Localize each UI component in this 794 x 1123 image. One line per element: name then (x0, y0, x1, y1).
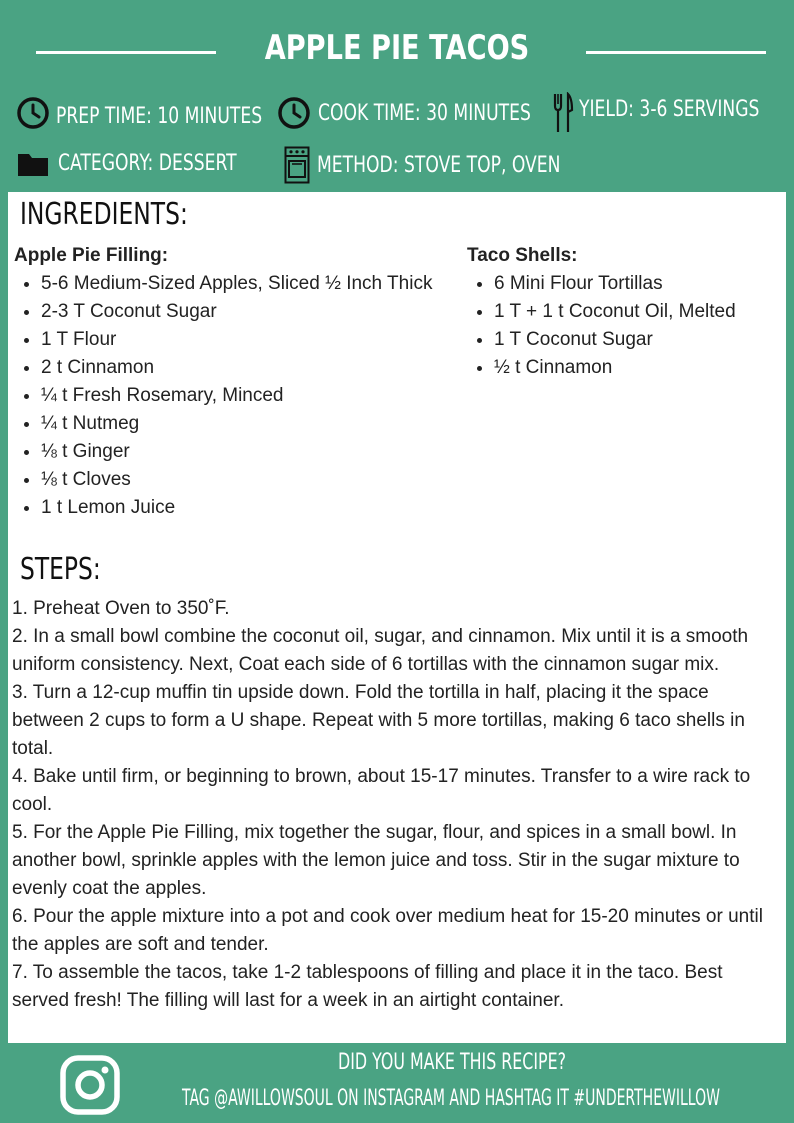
list-item: • 5-6 Medium-Sized Apples, Sliced ½ Inch Thick (41, 270, 444, 298)
prep-time-label: PREP TIME: 10 MINUTES (56, 103, 263, 129)
step-item: 5. For the Apple Pie Filling, mix together the sugar, flour, and spices in a small bowl. In another bowl, sprinkle apples with the lemon juice and toss. Stir in the sugar mixture to evenly coat the apples. (12, 822, 740, 899)
cook-time-label: COOK TIME: 30 MINUTES (318, 100, 531, 126)
ingredients-title: INGREDIENTS: (20, 197, 188, 232)
clock-icon (16, 96, 50, 130)
category-label: CATEGORY: DESSERT (58, 150, 237, 176)
prep-time (16, 96, 320, 130)
utensils-icon (552, 92, 574, 134)
list-item: • ¼ t Fresh Rosemary, Minced (41, 382, 444, 410)
method-label: METHOD: STOVE TOP, OVEN (317, 152, 561, 178)
folder-icon (17, 148, 49, 178)
steps-list (12, 595, 780, 1015)
list-item: • ⅛ t Ginger (41, 438, 444, 466)
category (17, 148, 287, 178)
steps-title: STEPS: (20, 552, 101, 587)
list-item: • 1 t Lemon Juice (41, 494, 444, 522)
clock-icon (277, 96, 311, 130)
list-item: • 1 T Flour (41, 326, 444, 354)
list-item: • 2 t Cinnamon (41, 354, 444, 382)
shells-heading: Taco Shells: (467, 245, 578, 266)
shells-column (467, 242, 779, 382)
list-item: • 1 T Coconut Sugar (494, 326, 779, 354)
footer-question: DID YOU MAKE THIS RECIPE? (338, 1050, 567, 1075)
step-item: 4. Bake until firm, or beginning to brown, about 15-17 minutes. Transfer to a wire rack to cool. (12, 766, 751, 815)
shells-list (467, 270, 779, 382)
step-item: 3. Turn a 12-cup muffin tin upside down. Fold the tortilla in half, placing it the space between 2 cups to form a U shape. Repeat with 5 more tortillas, making 6 taco shells in total. (12, 682, 745, 759)
recipe-title: APPLE PIE TACOS (264, 28, 530, 68)
step-item: 6. Pour the apple mixture into a pot and cook over medium heat for 15-20 minutes or until the apples are soft and tender. (12, 906, 763, 955)
list-item: • ⅛ t Cloves (41, 466, 444, 494)
list-item: • 6 Mini Flour Tortillas (494, 270, 779, 298)
title-bar (0, 0, 794, 92)
list-item: • ¼ t Nutmeg (41, 410, 444, 438)
filling-column (14, 242, 444, 522)
list-item: • 1 T + 1 t Coconut Oil, Melted (494, 298, 779, 326)
filling-list (14, 270, 444, 522)
step-item: 1. Preheat Oven to 350˚F. (12, 598, 230, 619)
footer-tag-line: TAG @AWILLOWSOUL ON INSTAGRAM AND HASHTAG IT #UNDERTHEWILLOW (182, 1086, 720, 1111)
cook-time (277, 96, 591, 130)
yield (552, 92, 794, 134)
list-item: • ½ t Cinnamon (494, 354, 779, 382)
stove-icon (284, 146, 310, 184)
filling-heading: Apple Pie Filling: (14, 245, 169, 266)
recipe-card (8, 192, 786, 1043)
yield-label: YIELD: 3-6 SERVINGS (579, 96, 760, 122)
method (284, 146, 629, 184)
title-divider-right (586, 51, 766, 54)
instagram-icon (60, 1055, 120, 1115)
list-item: • 2-3 T Coconut Sugar (41, 298, 444, 326)
step-item: 7. To assemble the tacos, take 1-2 tablespoons of filling and place it in the taco. Best served fresh! The filling will last for a week in an airtight container. (12, 962, 723, 1011)
step-item: 2. In a small bowl combine the coconut oil, sugar, and cinnamon. Mix until it is a smooth uniform consistency. Next, Coat each side of 6 tortillas with the cinnamon sugar mix. (12, 626, 749, 675)
